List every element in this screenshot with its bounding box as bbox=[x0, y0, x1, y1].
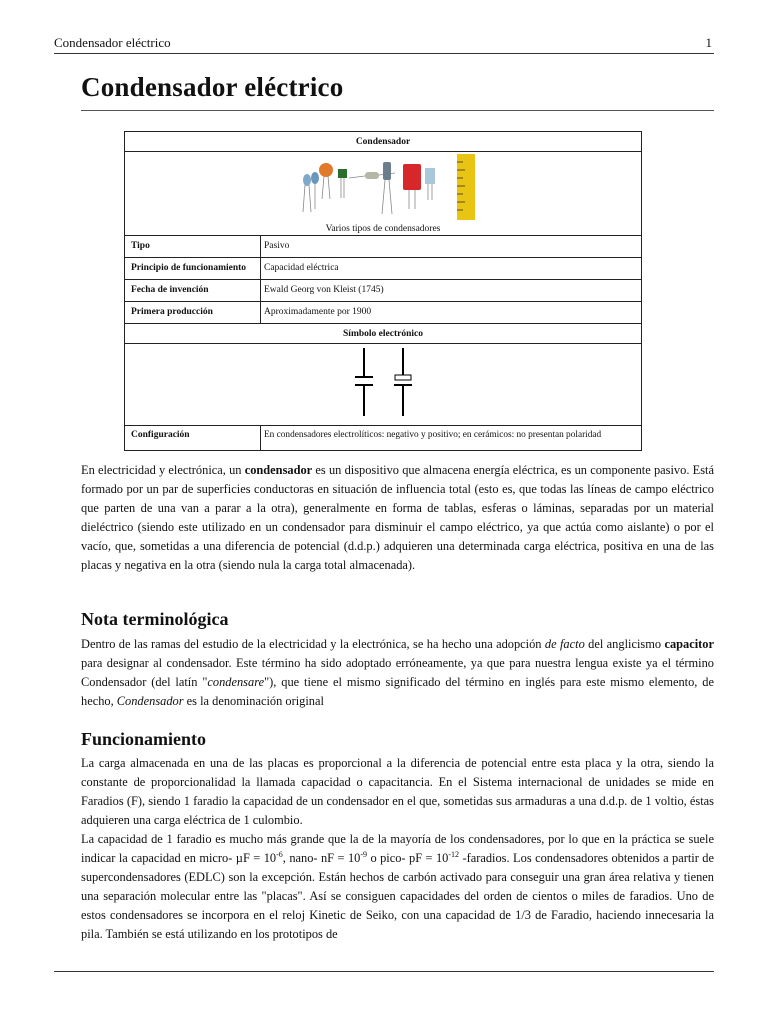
header-rule bbox=[54, 53, 714, 54]
infobox-key: Tipo bbox=[125, 236, 261, 257]
symbol-cell bbox=[125, 344, 641, 426]
infobox-row bbox=[125, 280, 641, 302]
capacitors-photo bbox=[297, 154, 475, 220]
title-underline bbox=[81, 110, 714, 111]
infobox-heading: Condensador bbox=[125, 132, 641, 152]
section-heading-nota: Nota terminológica bbox=[81, 609, 229, 629]
infobox-value: Pasivo bbox=[264, 241, 290, 251]
funcionamiento-paragraph-2: La capacidad de 1 faradio es mucho más grande que la de la mayoría de los condensadores, por lo que en la práctica se suele indicar la capacidad en micro- $\mu F = 10^{-6}$, nano- nF = $10^{-9}$ o pico- pF = $10^{-12}$ -faradios. Los condensadores obtenidos a partir de supercondensadores (EDLC) son la excepción. Están hechos de carbón activado para conseguir una gran área relativa y tienen una separación molecular entre las "placas". Así se consiguen capacidades del orden de cientos o miles de faradios. Uno de estos condensadores se incorpora en el reloj Kinetic de Seiko, con una capacidad de 1/3 de Faradio, haciendo innecesaria la pila. También se está utilizando en los prototipos de bbox=[81, 832, 715, 941]
infobox-key: Principio de funcionamiento bbox=[125, 258, 261, 279]
infobox-row bbox=[125, 258, 641, 280]
capacitor-symbols bbox=[125, 344, 643, 426]
intro-paragraph: En electricidad y electrónica, un condensador es un dispositivo que almacena energía eléctrica, es un componente pasivo. Está formado por un par de superficies conductoras en situación de influencia total (esto es, que todas las líneas de campo eléctrico que parten de una van a parar a la otra), generalmente en forma de tablas, esferas o láminas, separadas por un material dieléctrico (siendo este utilizado en un condensador para disminuir el campo eléctrico, ya que actúa como aislante) o por el vacío, que, sometidas a una diferencia de potencial (d.d.p.) adquieren una determinada carga eléctrica, positiva en una de las placas y negativa en la otra (siendo nula la carga total almacenada). bbox=[81, 463, 714, 572]
infobox-value: Aproximadamente por 1900 bbox=[264, 307, 372, 317]
infobox-key: Configuración bbox=[125, 426, 261, 450]
infobox-key: Primera producción bbox=[125, 302, 261, 323]
infobox-row bbox=[125, 236, 641, 258]
page-title: Condensador eléctrico bbox=[81, 72, 344, 102]
section-heading-funcionamiento: Funcionamiento bbox=[81, 729, 207, 749]
running-header-title: Condensador eléctrico bbox=[54, 35, 171, 50]
footer-rule bbox=[54, 971, 714, 972]
symbol-heading: Símbolo electrónico bbox=[125, 324, 641, 344]
infobox-image-cell bbox=[125, 152, 641, 236]
infobox-key: Fecha de invención bbox=[125, 280, 261, 301]
infobox-value: Capacidad eléctrica bbox=[264, 263, 339, 273]
infobox-row bbox=[125, 302, 641, 324]
infobox bbox=[124, 131, 642, 451]
term-condensador: condensador bbox=[244, 463, 313, 477]
infobox-value: Ewald Georg von Kleist (1745) bbox=[264, 285, 384, 295]
nota-paragraph: Dentro de las ramas del estudio de la electricidad y la electrónica, se ha hecho una adopción de facto del anglicismo capacitor para designar al condensador. Este término ha sido adoptado erróneamente, ya que para nuestra lengua existe ya el término Condensador (del latín "condensare"), que tiene el mismo significado del término en inglés para este mismo elemento, de hecho, Condensador es la denominación original bbox=[81, 637, 714, 708]
page-number: 1 bbox=[705, 35, 712, 50]
funcionamiento-paragraph-1: La carga almacenada en una de las placas es proporcional a la diferencia de potencial entre esta placa y la otra, siendo la constante de proporcionalidad la llamada capacidad o capacitancia. En el Sistema internacional de unidades se mide en Faradios (F), siendo 1 faradio la capacidad de un condensador en el que, sometidas sus armaduras a una d.d.p. de 1 voltio, éstas adquieren una carga eléctrica de 1 culombio. bbox=[81, 756, 714, 827]
running-header bbox=[54, 35, 714, 53]
infobox-row-config bbox=[125, 426, 641, 450]
infobox-value: En condensadores electrolíticos: negativo y positivo; en cerámicos: no presentan polaridad bbox=[264, 430, 602, 440]
infobox-image-caption: Varios tipos de condensadores bbox=[325, 224, 441, 234]
